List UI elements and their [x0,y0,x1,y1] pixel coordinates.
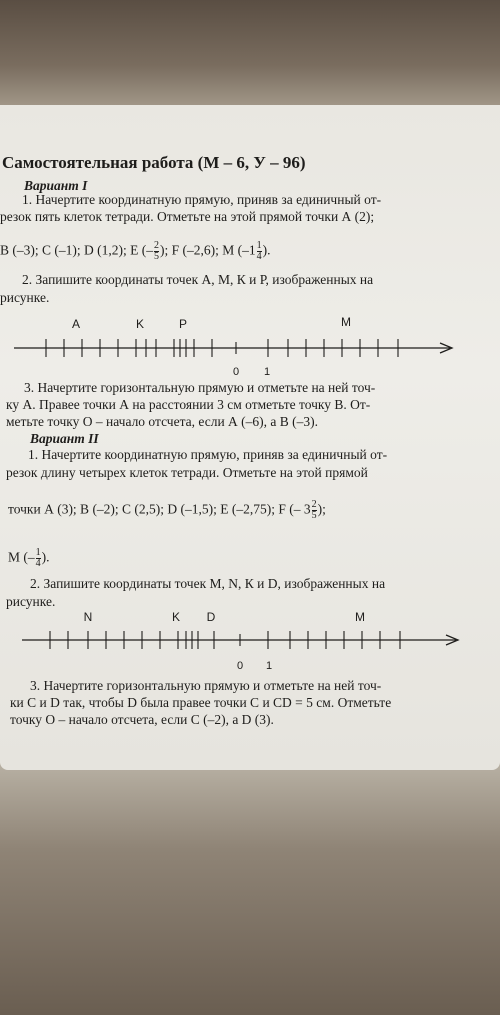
v2-task1-line3-part-b: ); [317,501,326,517]
v1-task3-line3: метьте точку О – начало отсчета, если А (–6), а В (–3). [6,414,319,429]
fraction-e-numerator: 2 [153,240,159,251]
v2-task2-line1: 2. Запишите координаты точек М, N, К и D, изображенных на [30,576,386,591]
v1-task1-line3 [0,241,270,262]
v2-point-label-n: N [83,610,93,624]
fraction-f [312,500,317,521]
background-bottom [0,760,500,1015]
fraction-m-denominator: 4 [256,251,262,262]
v2-task1-line3-part-a: точки А (3); В (–2); С (2,5); D (–1,5); Е (–2,75); F (– 3 [8,501,311,517]
v2-task1-line4 [8,548,50,569]
page-title: Самостоятельная работа (М – 6, У – 96) [2,153,306,172]
fraction-m2-numerator: 1 [35,547,41,558]
background-top [0,0,500,110]
v1-task1-line3-part-b: ); F (–2,6); М (–1 [159,242,256,258]
fraction-m2 [36,548,41,569]
v2-point-label-d: D [206,610,216,624]
v2-task1-line4-part-b: ). [41,549,50,565]
v1-task1-line3-part-a: В (–3); С (–1); D (1,2); Е (– [0,242,153,258]
v1-tick-one: 1 [264,366,271,378]
v1-task1-line3-part-c: ). [262,242,271,258]
variant-2-heading: Вариант II [30,431,99,446]
v2-point-label-m: M [355,610,365,624]
fraction-m [257,241,262,262]
v2-task1-line1: 1. Начертите координатную прямую, приняв за единичный от- [28,447,388,462]
fraction-f-numerator: 2 [311,499,317,510]
v1-task2-line2: рисунке. [0,290,50,305]
v2-task3-line1: 3. Начертите горизонтальную прямую и отметьте на ней точ- [30,678,382,693]
v1-task1-line2: резок пять клеток тетради. Отметьте на этой прямой точки А (2); [0,209,375,224]
fraction-m-numerator: 1 [256,240,262,251]
v1-point-label-k: K [135,317,145,331]
v1-tick-zero: 0 [233,366,240,378]
v2-task1-line2: резок длину четырех клеток тетради. Отметьте на этой прямой [6,465,368,480]
fraction-f-denominator: 5 [311,510,317,521]
fraction-e [154,241,159,262]
v1-task3-line2: ку А. Правее точки А на расстоянии 3 см отметьте точку В. От- [6,397,371,412]
v2-task2-line2: рисунке. [6,594,56,609]
v2-task1-line3 [8,500,326,521]
variant-1-heading: Вариант I [24,178,88,193]
fraction-e-denominator: 5 [153,251,159,262]
v2-task3-line3: точку О – начало отсчета, если С (–2), а D (3). [10,712,274,727]
v2-tick-one: 1 [266,660,273,672]
v1-number-line [0,330,500,366]
v2-tick-zero: 0 [237,660,244,672]
v2-number-line [0,622,500,658]
v1-point-label-m: M [341,315,351,329]
v1-task3-line1: 3. Начертите горизонтальную прямую и отметьте на ней точ- [24,380,376,395]
v1-task1-line1: 1. Начертите координатную прямую, приняв за единичный от- [22,192,382,207]
v2-task3-line2: ки С и D так, чтобы D была правее точки С и СD = 5 см. Отметьте [10,695,392,710]
v1-point-label-p: P [178,317,188,331]
v1-task2-line1: 2. Запишите координаты точек А, М, К и Р, изображенных на [22,272,374,287]
fraction-m2-denominator: 4 [35,558,41,569]
v2-point-label-k: K [171,610,181,624]
v1-point-label-a: A [71,317,81,331]
v2-task1-line4-part-a: М (– [8,549,35,565]
